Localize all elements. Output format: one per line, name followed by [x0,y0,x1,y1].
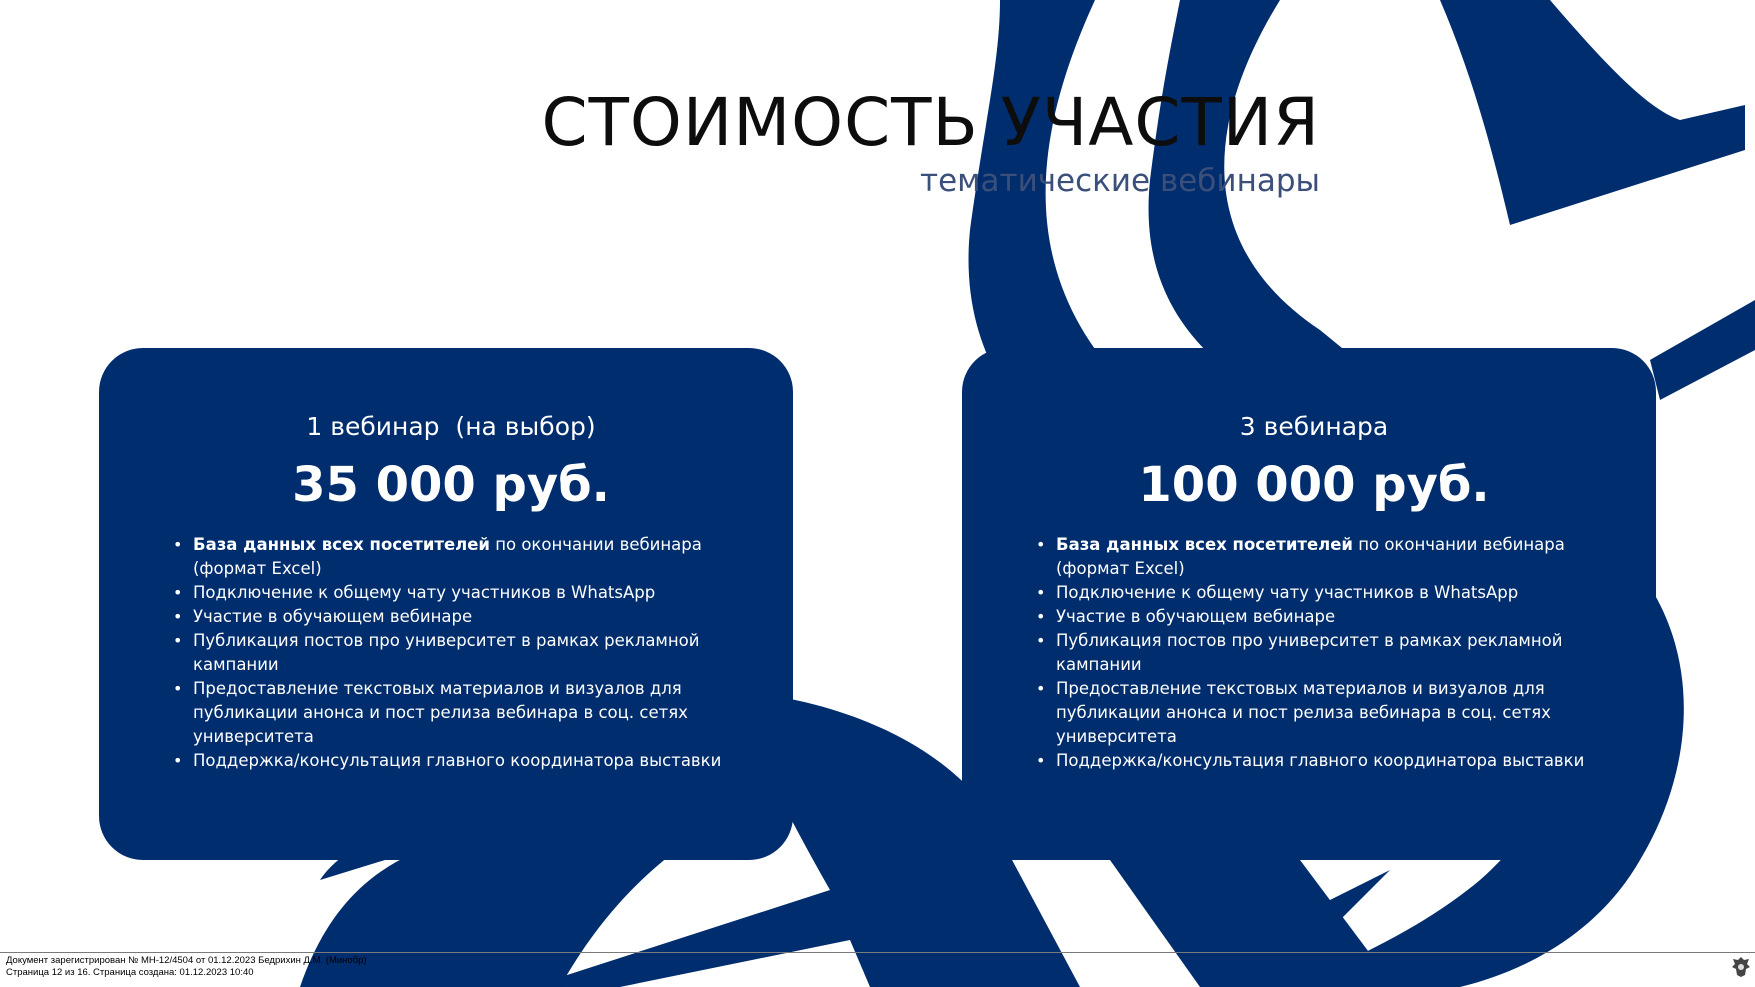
footer-line-1: Документ зарегистрирован № МН-12/4504 от 01.12.2023 Бедрихин Д.М. (Минобр) [6,955,367,966]
title-block [0,84,1320,199]
feature-text: Подключение к общему чату участников в WhatsApp [193,583,656,602]
coat-of-arms-icon [1730,955,1752,979]
feature-text: Участие в обучающем вебинаре [1056,607,1336,626]
card-price: 35 000 руб. [292,457,610,513]
feature-bold: База данных всех посетителей [193,535,490,554]
feature-text: Предоставление текстовых материалов и визуалов для публикации анонса и пост релиза вебинара в соц. сетях университета [1056,679,1551,746]
card-heading: 1 вебинар (на выбор) [306,412,596,441]
pricing-card-1-webinar [99,348,793,860]
feature-item [1056,605,1596,629]
footer-divider [0,952,1755,953]
feature-item [1056,629,1596,677]
feature-item [193,629,733,677]
feature-item [1056,677,1596,749]
page-title: СТОИМОСТЬ УЧАСТИЯ [541,84,1320,161]
feature-item [193,581,733,605]
feature-text: Предоставление текстовых материалов и визуалов для публикации анонса и пост релиза вебинара в соц. сетях университета [193,679,688,746]
feature-list [169,533,733,773]
card-heading: 3 вебинара [1239,412,1389,441]
feature-text: Публикация постов про университет в рамках рекламной кампании [193,631,700,674]
footer-line-2: Страница 12 из 16. Страница создана: 01.12.2023 10:40 [6,967,254,978]
feature-text: по окончании вебинара (формат Excel) [1056,535,1565,578]
page-subtitle: тематические вебинары [920,163,1320,199]
feature-text: Публикация постов про университет в рамках рекламной кампании [1056,631,1563,674]
feature-item [193,605,733,629]
feature-item [1056,749,1596,773]
document-registration-footer [6,955,367,979]
card-price: 100 000 руб. [1138,457,1490,513]
feature-item [193,749,733,773]
feature-list [1032,533,1596,773]
feature-item [193,677,733,749]
feature-item [1056,581,1596,605]
feature-item [193,533,733,581]
pricing-card-3-webinars [962,348,1656,860]
feature-text: Поддержка/консультация главного координатора выставки [1056,751,1585,770]
feature-text: Поддержка/консультация главного координатора выставки [193,751,722,770]
feature-text: по окончании вебинара (формат Excel) [193,535,702,578]
feature-item [1056,533,1596,581]
feature-text: Участие в обучающем вебинаре [193,607,473,626]
feature-text: Подключение к общему чату участников в WhatsApp [1056,583,1519,602]
feature-bold: База данных всех посетителей [1056,535,1353,554]
